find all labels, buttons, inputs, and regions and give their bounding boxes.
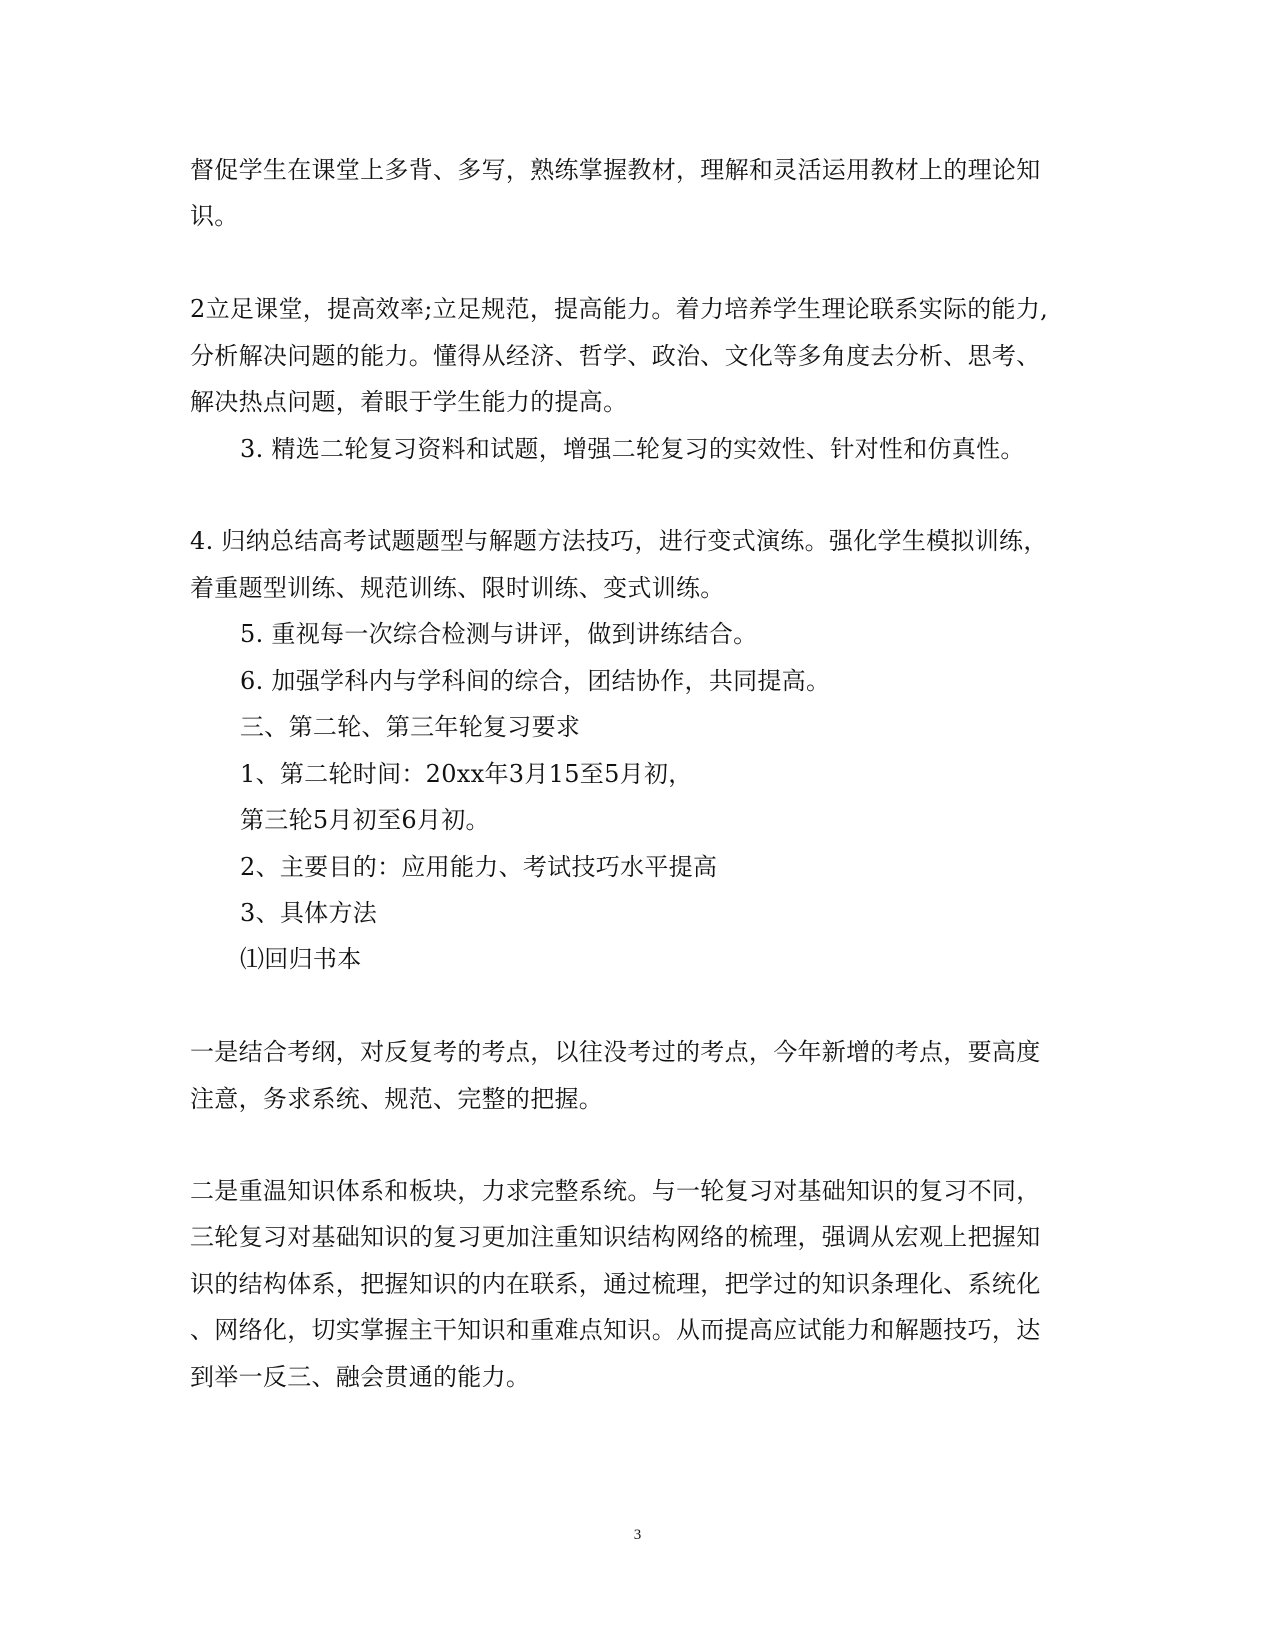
paragraph-line: 一是结合考纲，对反复考的考点，以往没考过的考点，今年新增的考点，要高度: [190, 1038, 1041, 1066]
section-heading: 三、第二轮、第三年轮复习要求: [240, 713, 581, 741]
paragraph-line: 二是重温知识体系和板块，力求完整系统。与一轮复习对基础知识的复习不同，: [190, 1177, 1041, 1205]
list-item: 5. 重视每一次综合检测与讲评，做到讲练结合。: [240, 620, 758, 648]
page-number: 3: [633, 1527, 642, 1543]
list-item: 2、主要目的：应用能力、考试技巧水平提高: [240, 853, 718, 881]
list-item: 3、具体方法: [240, 899, 378, 927]
list-item: 第三轮5月初至6月初。: [240, 806, 490, 834]
list-item: 3. 精选二轮复习资料和试题，增强二轮复习的实效性、针对性和仿真性。: [240, 435, 1025, 463]
paragraph-line: 注意，务求系统、规范、完整的把握。: [190, 1085, 604, 1113]
paragraph-line: 识的结构体系，把握知识的内在联系，通过梳理，把学过的知识条理化、系统化: [190, 1270, 1041, 1298]
paragraph-line: 着重题型训练、规范训练、限时训练、变式训练。: [190, 574, 725, 602]
list-item: 6. 加强学科内与学科间的综合，团结协作，共同提高。: [240, 667, 831, 695]
paragraph-line: 解决热点问题，着眼于学生能力的提高。: [190, 388, 628, 416]
paragraph-line: 、网络化，切实掌握主干知识和重难点知识。从而提高应试能力和解题技巧，达: [190, 1316, 1041, 1344]
paragraph-line: 分析解决问题的能力。懂得从经济、哲学、政治、文化等多角度去分析、思考、: [190, 342, 1041, 370]
paragraph-line: 识。: [190, 202, 239, 230]
paragraph-line: 督促学生在课堂上多背、多写，熟练掌握教材，理解和灵活运用教材上的理论知: [190, 156, 1041, 184]
paragraph-line: 4. 归纳总结高考试题题型与解题方法技巧，进行变式演练。强化学生模拟训练，: [190, 527, 1048, 555]
paragraph-line: 到举一反三、融会贯通的能力。: [190, 1363, 531, 1391]
paragraph-line: 三轮复习对基础知识的复习更加注重知识结构网络的梳理，强调从宏观上把握知: [190, 1223, 1041, 1251]
paragraph-line: 2立足课堂，提高效率;立足规范，提高能力。着力培养学生理论联系实际的能力,: [190, 295, 1049, 323]
list-item: ⑴回归书本: [240, 945, 362, 973]
list-item: 1、第二轮时间：20xx年3月15至5月初，: [240, 760, 693, 788]
